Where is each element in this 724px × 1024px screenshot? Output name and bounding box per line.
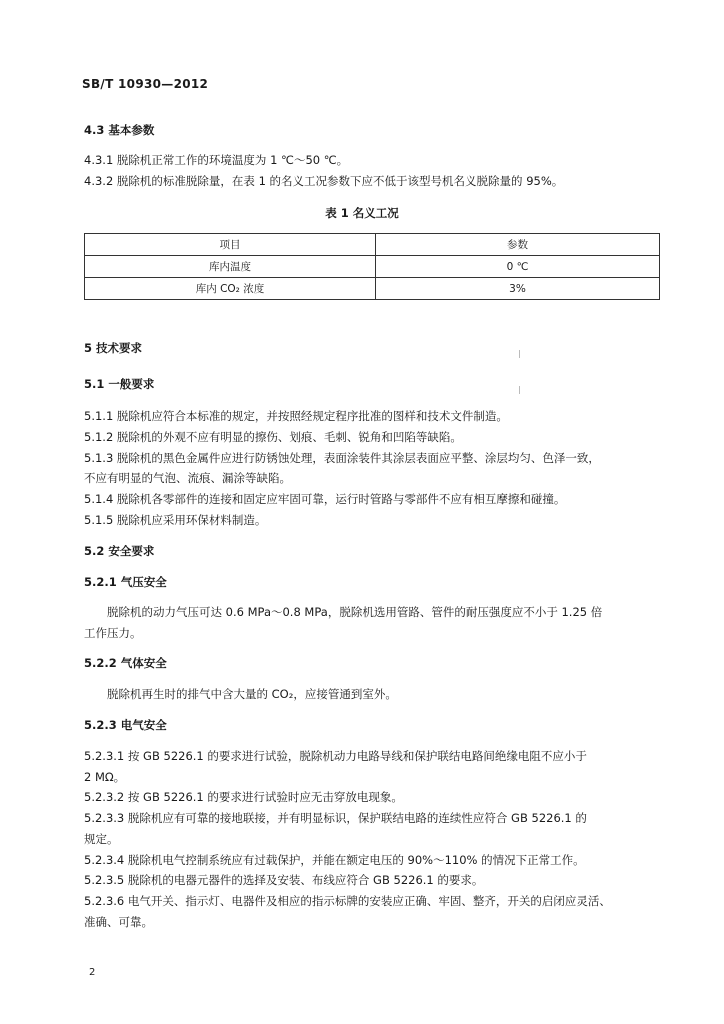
- clause-5-1-1: 5.1.1 脱除机应符合本标准的规定，并按照经规定程序批准的图样和技术文件制造。: [84, 409, 508, 423]
- paragraph-5-2-1-cont: 工作压力。: [84, 626, 142, 640]
- clause-5-2-3-2: 5.2.3.2 按 GB 5226.1 的要求进行试验时应无击穿放电现象。: [84, 790, 403, 804]
- clause-5-2-3-6: 5.2.3.6 电气开关、指示灯、电器件及相应的指示标牌的安装应正确、牢固、整齐，开关的启闭应灵活、: [84, 894, 611, 908]
- clause-5-2-3-3-cont: 规定。: [84, 832, 119, 846]
- section-5-1-heading: 5.1 一般要求: [84, 377, 155, 391]
- clause-5-1-3: 5.1.3 脱除机的黑色金属件应进行防锈蚀处理，表面涂装件其涂层表面应平整、涂层均匀、色泽一致，: [84, 451, 600, 465]
- clause-4-3-1: 4.3.1 脱除机正常工作的环境温度为 1 ℃～50 ℃。: [84, 153, 349, 167]
- table-row: [85, 256, 660, 278]
- paragraph-5-2-2: 脱除机再生时的排气中含大量的 CO₂，应接管通到室外。: [107, 687, 397, 701]
- table-cell-item: 库内温度: [85, 256, 376, 278]
- section-4-3-heading: 4.3 基本参数: [84, 123, 155, 137]
- clause-5-2-3-3: 5.2.3.3 脱除机应有可靠的接地联接，并有明显标识，保护联结电路的连续性应符合 GB 5226.1 的: [84, 811, 587, 825]
- table-header-item: 项目: [85, 234, 376, 256]
- clause-5-1-5: 5.1.5 脱除机应采用环保材料制造。: [84, 513, 267, 527]
- standard-code-header: SB/T 10930—2012: [82, 77, 209, 91]
- section-5-2-2-heading: 5.2.2 气体安全: [84, 656, 167, 670]
- clause-4-3-2: 4.3.2 脱除机的标准脱除量，在表 1 的名义工况参数下应不低于该型号机名义脱除量的 95%。: [84, 174, 564, 188]
- section-5-2-heading: 5.2 安全要求: [84, 544, 155, 558]
- clause-5-1-2: 5.1.2 脱除机的外观不应有明显的擦伤、划痕、毛刺、锐角和凹陷等缺陷。: [84, 430, 462, 444]
- clause-5-2-3-4: 5.2.3.4 脱除机电气控制系统应有过载保护，并能在额定电压的 90%～110% 的情况下正常工作。: [84, 853, 585, 867]
- scan-mark: [519, 350, 520, 358]
- clause-5-2-3-1-cont: 2 MΩ。: [84, 770, 126, 784]
- table-header-value: 参数: [376, 234, 660, 256]
- clause-5-2-3-1: 5.2.3.1 按 GB 5226.1 的要求进行试验，脱除机动力电路导线和保护联结电路间绝缘电阻不应小于: [84, 749, 587, 763]
- table-cell-value: 3%: [376, 278, 660, 300]
- paragraph-5-2-1: 脱除机的动力气压可达 0.6 MPa～0.8 MPa，脱除机选用管路、管件的耐压强度应不小于 1.25 倍: [107, 605, 603, 619]
- table-cell-value: 0 ℃: [376, 256, 660, 278]
- clause-5-2-3-5: 5.2.3.5 脱除机的电器元器件的选择及安装、布线应符合 GB 5226.1 的要求。: [84, 873, 484, 887]
- table-row: [85, 278, 660, 300]
- table-cell-item: 库内 CO₂ 浓度: [85, 278, 376, 300]
- section-5-2-1-heading: 5.2.1 气压安全: [84, 575, 167, 589]
- clause-5-2-3-6-cont: 准确、可靠。: [84, 915, 153, 929]
- section-5-heading: 5 技术要求: [84, 341, 143, 355]
- scan-mark: [519, 386, 520, 394]
- nominal-conditions-table: [84, 233, 660, 300]
- page-number: 2: [89, 967, 96, 978]
- clause-5-1-4: 5.1.4 脱除机各零部件的连接和固定应牢固可靠，运行时管路与零部件不应有相互摩擦和碰撞。: [84, 492, 566, 506]
- clause-5-1-3-cont: 不应有明显的气泡、流痕、漏涂等缺陷。: [84, 471, 291, 485]
- section-5-2-3-heading: 5.2.3 电气安全: [84, 718, 167, 732]
- table-1-title: 表 1 名义工况: [325, 206, 399, 220]
- table-header-row: [85, 234, 660, 256]
